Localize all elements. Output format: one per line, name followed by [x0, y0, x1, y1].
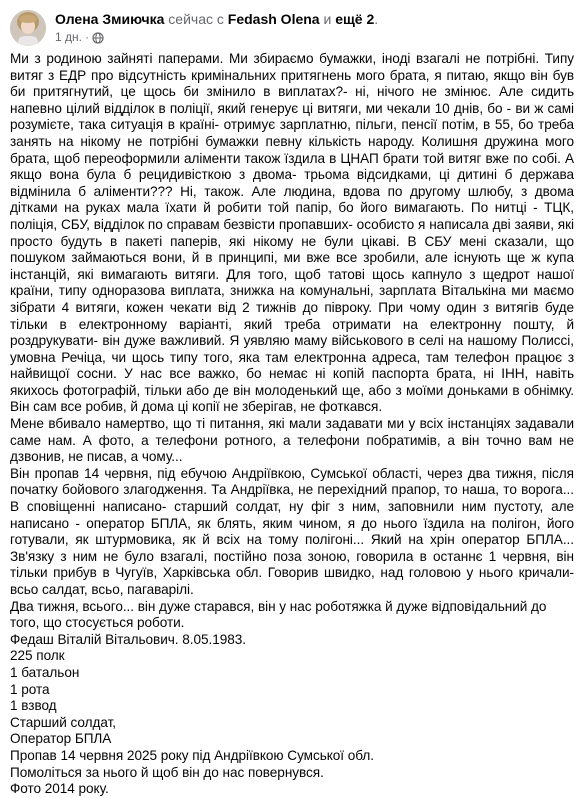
post-paragraph: Помоліться за нього й щоб він до нас повернувся. — [10, 764, 324, 780]
post-paragraph: Старший солдат, — [10, 714, 116, 730]
globe-icon[interactable] — [92, 32, 104, 44]
post-text — [10, 51, 574, 798]
others-link[interactable]: ещё 2 — [335, 11, 375, 27]
tagged-person-link[interactable]: Fedash Olena — [227, 11, 320, 27]
post-paragraph: Ми з родиною зайняті паперами. Ми збираємо бумажки, іноді взагалі не потрібні. Типу витяг з ЕДР про відсутність кримінальних притягнень мого брата, я питаю, якщо він був би притягнутий, це щось би змінило в виплатах?- ні, нічого не змінює. Але сидить напевно цілий відділок в поліції, який генерує ці витяги, ми чекали 10 днів, бо - ви ж самі розумієте, така ситуація в країні- отримує зарплатню, пільги, пенсії потім, в 55, бо треба занять на нікому не потрібні бумажки певну кількість народу. Колишня дружина мого брата, щоб переоформили аліменти також їздила в ЦНАП брати той витяг вже по собі. А якщо вона була б рецидивісткою з двома- трьома відсидками, ці дитині б держава відмінила б аліменти??? Ні, також. Але людина, вдова по другому шлюбу, з двома дітками на руках мала їхати й робити той папір, бо його вимагають. По нитці - ТЦК, поліція, СБУ, відділок по справам безвісти пропавших- особисто я написала дві заяви, які просто будуть в пакеті паперів, які нікому не були цікаві. В СБУ мені сказали, що пошуком займаються вони, й в принципі, ми вже все зробили, але існують ще ж купа інстанцій, які вимагають витяги. Для того, щоб татові щось капнуло з щедрот нашої країни, типу одноразова виплата, знижка на комунальні, зарплата Віталькіна ми маємо зібрати 4 витяги, кожен чекати від 2 тижнів до півроку. При чому один з витягів буде тільки в електронному варіанті, який треба отримати на електронну пошту, й роздрукувати- він дуже важливий. Я уявляю маму військового в селі на нашому Полиссі, умовна Речіца, чи щось типу того, яка там електронна адреса, там телефон працює з найвищої сосни. У нас все важко, бо немає ні копій паспорта брата, ні ІНН, навіть якихось фотографій, тільки або де він молоденький ще, або з моїми доньками в обнімку. Він сам все робив, й дома ці копії не зберігав, не фоткався. — [10, 51, 574, 415]
author-line — [55, 10, 565, 28]
post-paragraph: Оператор БПЛА — [10, 731, 112, 747]
post-paragraph: Мене вбивало намертво, що ті питання, які мали задавати ми у всіх інстанціях задавали саме нам. А фото, а телефони ротного, а телефони побратимів, а він точно вам не дзвонив, не писав, а чому... — [10, 416, 574, 465]
post-timestamp[interactable]: 1 дн. — [55, 30, 82, 44]
post-meta — [55, 30, 565, 45]
names-period: . — [374, 11, 379, 27]
post-paragraph: 1 взвод — [10, 698, 57, 714]
post-paragraph: Він пропав 14 червня, під ебучою Андріївкою, Сумської області, через два тижня, після початку бойового злагодження. Та Андріївка, не перехідний прапор, то наша, то ворога... В сповіщенні написано- старший солдат, ну фіг з ним, заповнили ним пустоту, але написано - оператор БПЛА, як блять, яким чином, я до нього їздила на полігон, його готували, як штурмовика, як й всіх на тому полігоні... Який на хрін оператор БПЛА... Зв'язку з ним не було взагалі, постійно поза зоною, говорила в останнє 1 червня, він тільки прибув в Чугуїв, Харківська обл. Говорив швидко, над головою у нього кричали- всьо салдат, всьо, пагаварілі. — [10, 465, 574, 597]
post-header — [10, 8, 570, 48]
post-paragraph: Федаш Віталій Вітальович. 8.05.1983. — [10, 631, 247, 647]
author-name-link[interactable]: Олена Змиючка — [55, 11, 165, 27]
post-paragraph: Фото 2014 року. — [10, 781, 109, 797]
and-connector: и — [319, 11, 336, 27]
meta-separator: · — [84, 30, 89, 44]
post-paragraph: 1 батальон — [10, 664, 80, 680]
avatar-photo — [10, 10, 46, 46]
post-paragraph: Два тижня, всього... він дуже старався, він у нас роботяжка й дуже відповідальний до того, що стосується роботи. — [10, 598, 547, 631]
post-paragraph: 1 рота — [10, 681, 50, 697]
with-connector: сейчас с — [164, 11, 228, 27]
post-paragraph: 225 полк — [10, 648, 65, 664]
author-avatar[interactable] — [10, 10, 46, 46]
post-paragraph: Пропав 14 червня 2025 року під Андріївкою Сумської обл. — [10, 747, 374, 763]
post-header-text — [55, 10, 565, 45]
